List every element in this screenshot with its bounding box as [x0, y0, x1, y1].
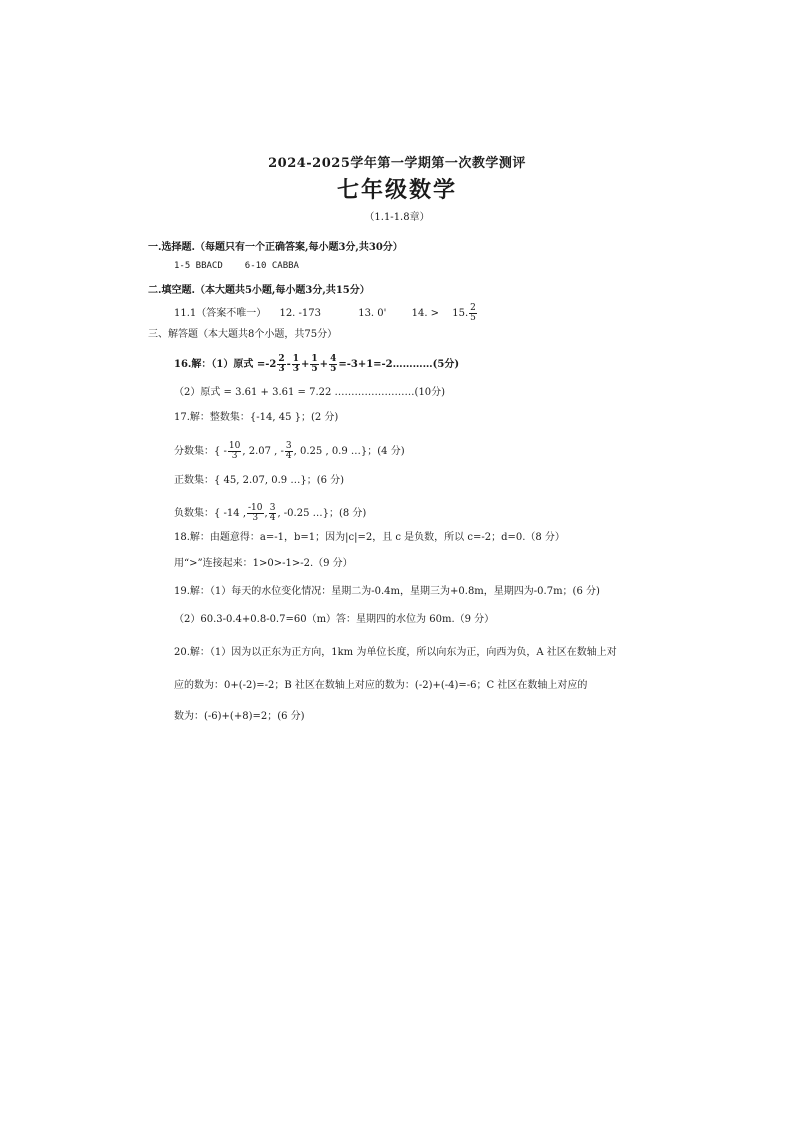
choice-answers — [174, 259, 299, 273]
q20-line1: 20.解：（1）因为以正东为正方向，1km 为单位长度，所以向东为正，向西为负，A 社区在数轴上对 — [174, 647, 617, 658]
answer-15: 15. $\frac{2}{5}$ — [452, 303, 476, 323]
choice-answers-1-5: 1-5 BBACD — [174, 261, 223, 271]
q20-line3: 数为：(-6)+(+8)=2；(6 分) — [174, 711, 305, 722]
q17-integer-set: 17.解：整数集：{-14, 45 }；(2 分) — [174, 412, 339, 423]
term-title: 2024-2025学年第一学期第一次教学测评 — [268, 156, 526, 171]
section1-heading: 一.选择题.（每题只有一个正确答案,每小题3分,共30分） — [148, 242, 403, 253]
answer-13: 13. 0' — [358, 308, 387, 319]
fraction: $\frac{3}{4}$ — [269, 503, 276, 523]
answer-12: 12. -173 — [279, 308, 322, 319]
fraction: $\frac{2}{5}$ — [470, 303, 476, 323]
section2-heading: 二.填空题.（本大题共5小题,每小题3分,共15分） — [148, 285, 370, 296]
q18-line1: 18.解：由题意得：a=-1，b=1；因为|c|=2，且 c 是负数，所以 c=-2；d=0.（8 分） — [174, 532, 565, 543]
fill-answers — [174, 304, 478, 323]
q19-line2: （2）60.3-0.4+0.8-0.7=60（m）答：星期四的水位为 60m.（9 分） — [174, 614, 495, 625]
q18-line2: 用“>”连接起来：1>0>-1>-2.（9 分） — [174, 558, 353, 569]
fraction: $\frac{3}{4}$ — [285, 441, 292, 461]
chapter-range: （1.1-1.8章） — [364, 212, 430, 223]
q16-part2: （2）原式 = 3.61 + 3.61 = 7.22 ……………………(10分) — [174, 387, 446, 398]
q20-line2: 应的数为：0+(-2)=-2；B 社区在数轴上对应的数为：(-2)+(-4)=-6；C 社区在数轴上对应的 — [174, 680, 588, 691]
q16-part1: 16.解：（1）原式 =-2 $\frac{2}{3}$ - $\frac{1}{3}$ + $\frac{1}{5}$ + $\frac{4}{5}$ =-3+1=-2…………(5分) — [174, 354, 460, 374]
choice-answers-6-10: 6-10 CABBA — [244, 261, 299, 271]
answer-14: 14. > — [411, 308, 440, 319]
q19-line1: 19.解：（1）每天的水位变化情况：星期二为-0.4m，星期三为+0.8m，星期四为-0.7m；(6 分) — [174, 586, 600, 597]
q17-fraction-set: 分数集：{ - $\frac{10}{3}$ , 2.07 , - $\frac{3}{4}$ , 0.25 , 0.9 …}；(4 分) — [174, 441, 405, 461]
fraction: $\frac{1}{5}$ — [311, 354, 318, 374]
answer-11: 11.1（答案不唯一） — [174, 308, 267, 319]
q17-negative-set: 负数集：{ -14 , $\frac{-10}{3}$ , $\frac{3}{4}$ , -0.25 …}；(8 分) — [174, 503, 367, 523]
fraction: $\frac{10}{3}$ — [228, 441, 241, 461]
fraction: $\frac{1}{3}$ — [292, 354, 300, 374]
fraction: $\frac{2}{3}$ — [278, 354, 285, 374]
fraction: $\frac{-10}{3}$ — [248, 503, 263, 523]
q17-positive-set: 正数集：{ 45, 2.07, 0.9 …}；(6 分) — [174, 475, 345, 486]
section3-heading: 三、解答题（本大题共8个小题，共75分） — [148, 329, 338, 340]
fraction: $\frac{4}{5}$ — [330, 354, 337, 374]
page-title: 七年级数学 — [336, 177, 457, 203]
